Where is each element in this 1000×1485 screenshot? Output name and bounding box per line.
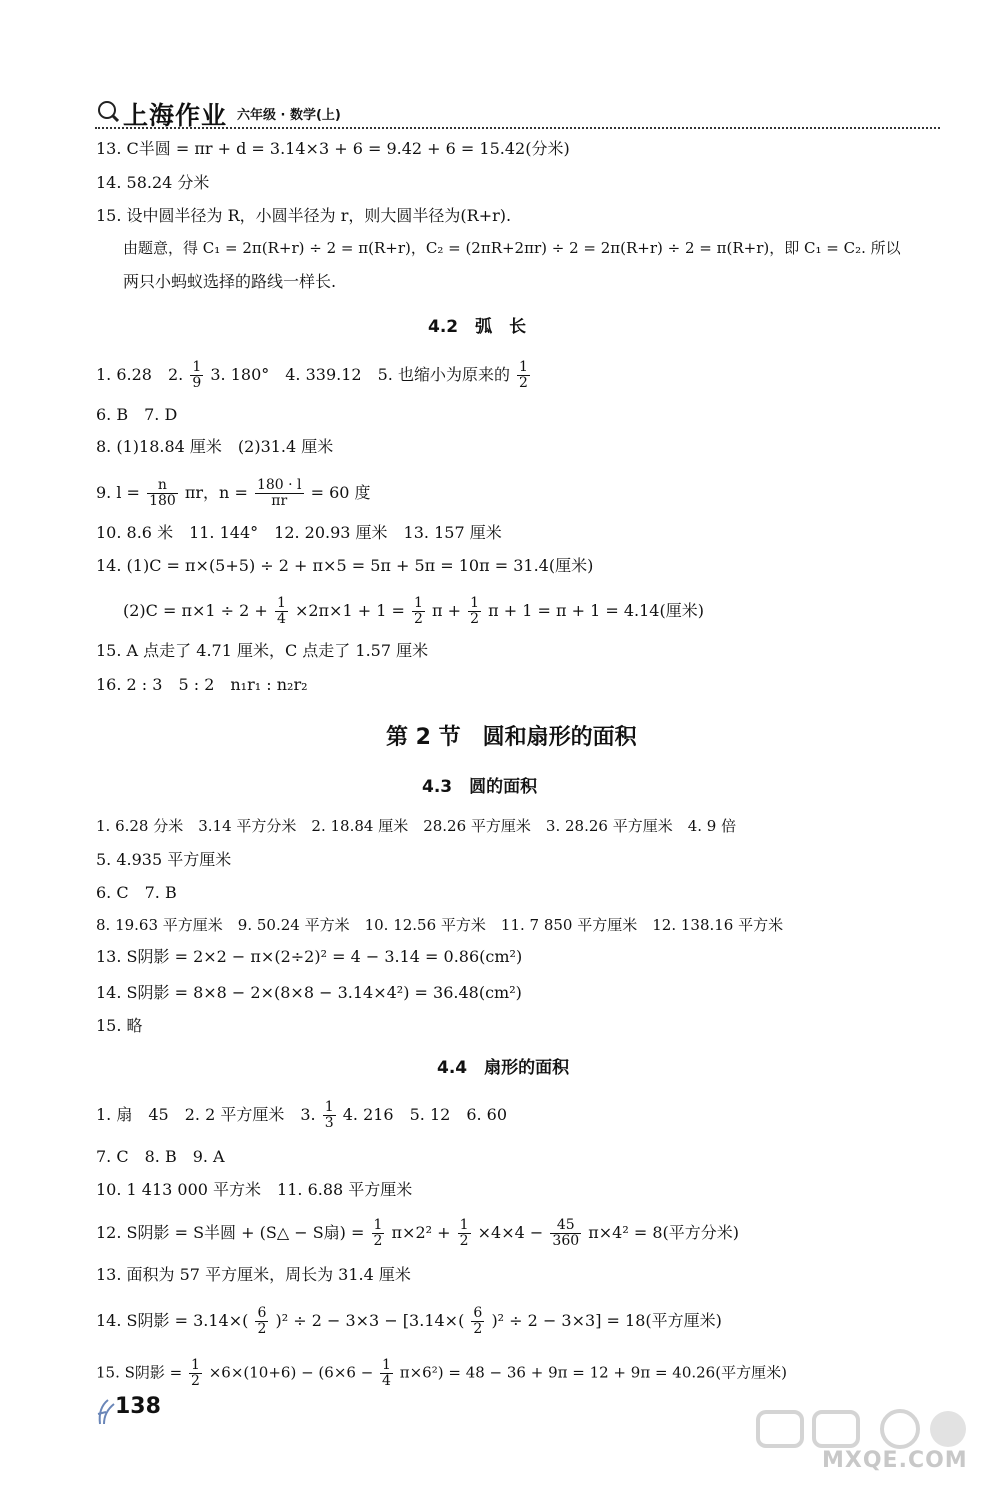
answer-line [96,1218,739,1249]
section-heading: 4.4 扇形的面积 [437,1058,570,1078]
answer-line: 7. C 8. B 9. A [96,1147,225,1166]
answer-text: 1. 扇 45 2. 2 平方厘米 3. [96,1105,316,1124]
answer-text: ×6×(10+6) − (6×6 − [208,1363,374,1382]
denominator: 2 [470,611,480,627]
answer-line: 15. A 点走了 4.71 厘米，C 点走了 1.57 厘米 [96,641,429,660]
denominator: 360 [552,1233,580,1249]
numerator: 180 · l [256,477,302,493]
numerator: 1 [413,595,423,611]
answer-line: 16. 2 : 3 5 : 2 n₁r₁ : n₂r₂ [96,675,308,694]
answer-text: ×4×4 − [477,1223,544,1242]
page-header [95,96,945,130]
answer-line: 13. S阴影 = 2×2 − π×(2÷2)² = 4 − 3.14 = 0.86(cm²) [96,947,523,966]
fraction [517,360,530,391]
answer-text: π×2² + [391,1223,451,1242]
answer-text: )² ÷ 2 − 3×3 − [3.14×( [275,1311,465,1330]
answer-line [96,360,532,391]
magnifier-logo-icon [97,100,119,122]
fraction [550,1218,581,1249]
answer-line: 6. B 7. D [96,405,178,424]
numerator: 1 [192,359,202,375]
answer-line: 10. 1 413 000 平方米 11. 6.88 平方厘米 [96,1180,413,1199]
fraction [412,596,425,627]
answer-line: 15. 略 [96,1016,143,1035]
denominator: 2 [519,375,528,391]
answer-line: 10. 8.6 米 11. 144° 12. 20.93 厘米 13. 157 厘米 [96,523,502,542]
answer-line: 14. (1)C = π×(5+5) ÷ 2 + π×5 = 5π + 5π = 10π = 31.4(厘米) [96,556,594,575]
answer-text: (2)C = π×1 ÷ 2 + [123,601,268,620]
answer-text: π + [432,601,462,620]
answer-text: 1. 6.28 2. [96,365,184,384]
numerator: 1 [459,1217,469,1233]
fraction [189,1358,202,1389]
brand-title: 上海作业 [123,101,228,130]
denominator: 9 [192,375,202,391]
answer-line [96,478,371,509]
answer-line [96,1358,787,1389]
answer-line: 由题意，得 C₁ = 2π(R+r) ÷ 2 = π(R+r)，C₂ = (2πR+2πr) ÷ 2 = 2π(R+r) ÷ 2 = π(R+r)，即 C₁ = C₂. 所以 [123,239,901,257]
section-heading: 4.3 圆的面积 [422,777,538,797]
numerator: 1 [519,359,528,375]
denominator: πr [271,493,288,509]
denominator: 2 [413,611,423,627]
denominator: 2 [473,1321,483,1337]
answer-text: 9. l = [96,483,140,502]
answer-line [123,596,704,627]
answer-text: πr，n = [184,483,248,502]
answer-text: = 60 度 [310,483,371,502]
fraction [147,478,178,509]
answer-text: π + 1 = π + 1 = 4.14(厘米) [488,601,704,620]
page-number: 138 [115,1394,161,1419]
answer-line: 8. (1)18.84 厘米 (2)31.4 厘米 [96,437,334,456]
numerator: 45 [550,1218,581,1234]
chapter-heading: 第 2 节 圆和扇形的面积 [386,725,637,750]
answer-line: 8. 19.63 平方厘米 9. 50.24 平方米 10. 12.56 平方米 11. 7 850 平方厘米 12. 138.16 平方米 [96,916,784,934]
fraction [372,1218,385,1249]
numerator: 1 [373,1217,383,1233]
answer-text: 3. 180° 4. 339.12 5. 也缩小为原来的 [210,365,510,384]
fraction [468,596,481,627]
answer-text: π×6²) = 48 − 36 + 9π = 12 + 9π = 40.26(平方厘米) [399,1363,787,1382]
denominator: 3 [324,1115,334,1131]
numerator: 1 [470,595,480,611]
answer-text: )² ÷ 2 − 3×3] = 18(平方厘米) [491,1311,722,1330]
answer-line: 5. 4.935 平方厘米 [96,850,232,869]
answer-text: 15. S阴影 = [96,1363,183,1382]
denominator: 4 [382,1373,391,1389]
denominator: 180 [149,493,176,509]
numerator: 1 [382,1357,391,1373]
header-divider [95,127,940,129]
fraction [458,1218,471,1249]
denominator: 2 [459,1233,469,1249]
answer-line: 两只小蚂蚁选择的路线一样长. [123,272,337,291]
fraction [275,596,288,627]
answer-text: π×4² = 8(平方分米) [588,1223,739,1242]
answer-line: 13. 面积为 57 平方厘米，周长为 31.4 厘米 [96,1265,411,1284]
fraction [255,478,304,509]
numerator: 1 [191,1357,200,1373]
numerator: 6 [473,1305,483,1321]
numerator: n [147,478,178,494]
answer-line [96,1306,722,1337]
fraction [380,1358,393,1389]
numerator: 6 [257,1305,267,1321]
answer-line: 6. C 7. B [96,883,177,902]
denominator: 2 [373,1233,383,1249]
answer-line: 1. 6.28 分米 3.14 平方分米 2. 18.84 厘米 28.26 平方厘米 3. 28.26 平方厘米 4. 9 倍 [96,817,737,835]
answer-line: 15. 设中圆半径为 R，小圆半径为 r，则大圆半径为(R+r). [96,206,512,225]
answer-line: 14. S阴影 = 8×8 − 2×(8×8 − 3.14×4²) = 36.48(cm²) [96,983,522,1002]
numerator: 1 [324,1099,334,1115]
book-subtitle: 六年级 · 数学(上) [237,108,341,123]
fraction [190,360,203,391]
denominator: 2 [191,1373,200,1389]
fraction [323,1100,336,1131]
section-heading: 4.2 弧 长 [428,317,527,337]
answer-text: ×2π×1 + 1 = [294,601,405,620]
answer-text: 14. S阴影 = 3.14×( [96,1311,249,1330]
answer-text: 12. S阴影 = S半圆 + (S△ − S扇) = [96,1223,365,1242]
fraction [255,1306,268,1337]
fraction [471,1306,484,1337]
watermark-text: MXQE.COM [822,1448,968,1473]
numerator: 1 [276,595,286,611]
denominator: 4 [276,611,286,627]
answer-line: 13. C半圆 = πr + d = 3.14×3 + 6 = 9.42 + 6 = 15.42(分米) [96,139,570,158]
denominator: 2 [257,1321,267,1337]
answer-text: 4. 216 5. 12 6. 60 [342,1105,508,1124]
answer-line [96,1100,507,1131]
answer-line: 14. 58.24 分米 [96,173,210,192]
